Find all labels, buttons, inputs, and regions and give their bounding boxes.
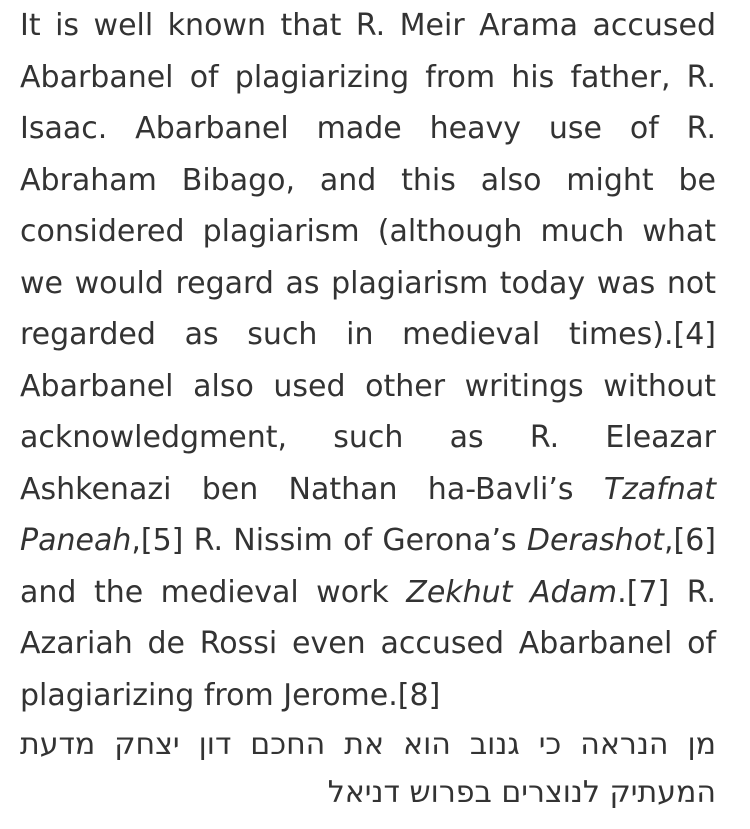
work-title-tzafnat-paneah: Tzafnat Paneah [20,471,716,558]
footnote-link-5[interactable]: [5] [140,523,184,558]
work-title-derashot: Derashot [526,523,664,558]
work-title-zekhut-adam: Zekhut Adam [406,574,618,610]
paragraph-text: Abarbanel also used other writings without acknowledgment, such as R. Eleazar Ashkenazi ben Nathan ha-Bavli’s [20,368,716,507]
paragraph-text: , [131,523,141,558]
footnote-link-6[interactable]: [6] [673,523,716,558]
main-paragraph [20,0,716,721]
footnote-link-7[interactable]: [7] [626,574,670,610]
article-body [20,0,716,817]
paragraph-text: . [617,574,627,610]
paragraph-text: R. Azariah de Rossi even accused Abarbanel of plagiarizing from Jerome. [20,574,717,713]
footnote-link-8[interactable]: [8] [397,677,441,713]
paragraph-text: It is well known that R. Meir Arama accused Abarbanel of plagiarizing from his father, R. Isaac. Abarbanel made heavy use of R. Abraham Bibago, and this also might be considered plagiarism (although much what we would regard as plagiarism today was not regarded as such in medieval times). [20,8,716,352]
paragraph-text: , [663,523,674,558]
paragraph-text: and the medieval work [20,574,407,610]
paragraph-text: R. Nissim of Gerona’s [183,523,527,558]
hebrew-quote: מן הנראה כי גנוב הוא את החכם דון יצחק מדעת המעתיק לנוצרים בפרוש דניאל [20,727,716,810]
footnote-link-4[interactable]: [4] [673,317,716,352]
